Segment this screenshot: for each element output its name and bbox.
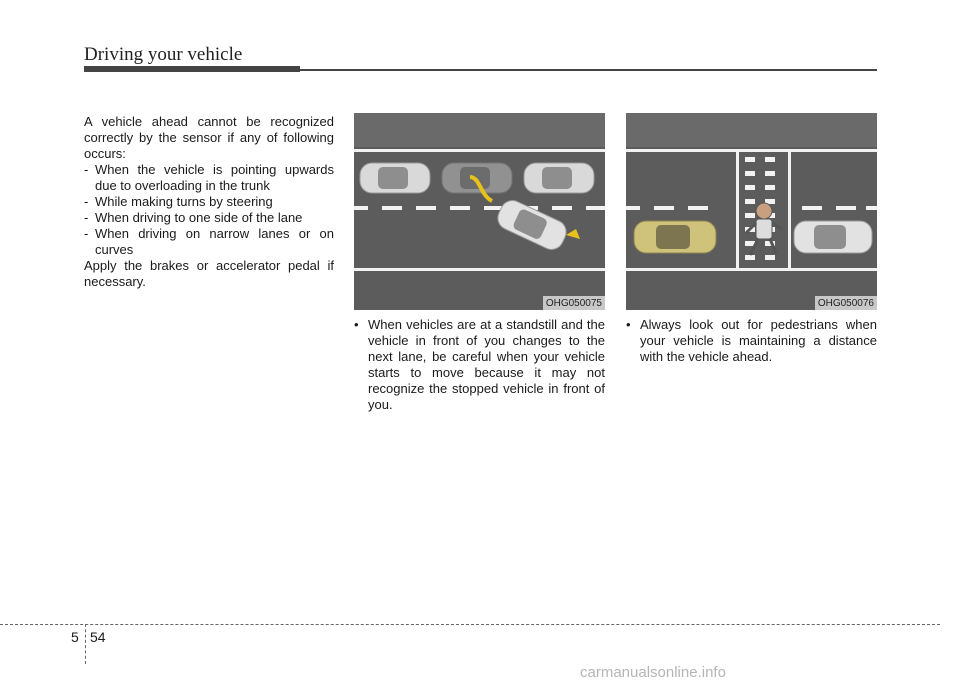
intro-list-item: - When driving to one side of the lane [84, 210, 303, 225]
stopped-car-icon [524, 163, 594, 193]
watermark: carmanualsonline.info [580, 664, 726, 681]
intro-list-item: - When driving on narrow lanes or on curves [84, 226, 334, 257]
footer-divider [85, 624, 86, 664]
figure-lane-change [354, 113, 605, 310]
caption-lane-change: • When vehicles are at a standstill and the vehicle in front of you changes to the next lane, be careful when your vehicle starts to move because it may not recognize the stopped vehicle in front of you. [354, 317, 605, 412]
chapter-number: 5 [71, 629, 79, 645]
own-car-icon [634, 221, 716, 253]
vehicle-ahead-icon [794, 221, 872, 253]
figure-code: OHG050076 [815, 296, 877, 310]
footer-rule [0, 624, 940, 625]
intro-text-block [84, 114, 334, 290]
figure-pedestrian [626, 113, 877, 310]
ghost-car-icon [442, 163, 512, 193]
lane-change-illustration [354, 113, 605, 310]
caption-pedestrian: • Always look out for pedestrians when your vehicle is maintaining a distance with the vehicle ahead. [626, 317, 877, 364]
stopped-car-icon [360, 163, 430, 193]
page-number: 54 [90, 629, 106, 645]
intro-list-item: - When the vehicle is pointing upwards due to overloading in the trunk [84, 162, 334, 193]
intro-lead: A vehicle ahead cannot be recognized correctly by the sensor if any of following occurs: [84, 114, 334, 161]
intro-closing: Apply the brakes or accelerator pedal if necessary. [84, 258, 334, 289]
header-rule-accent [84, 66, 300, 72]
figure-code: OHG050075 [543, 296, 605, 310]
intro-list-item: - While making turns by steering [84, 194, 273, 209]
pedestrian-illustration [626, 113, 877, 310]
section-title: Driving your vehicle [84, 44, 243, 65]
